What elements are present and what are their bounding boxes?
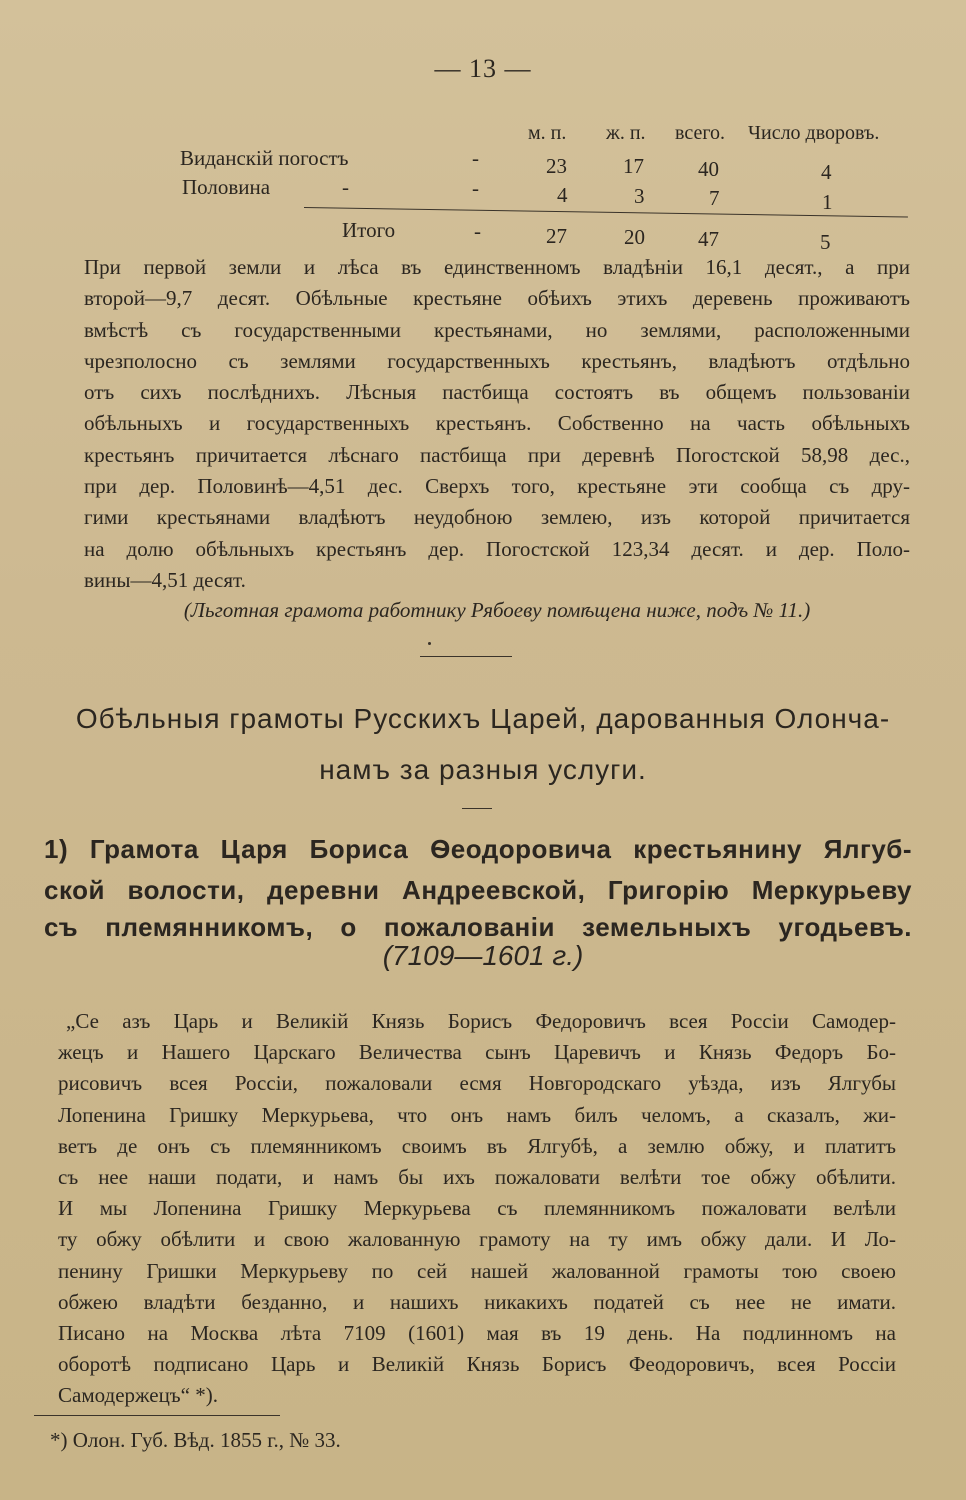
text-line: пенину Гришки Меркурьеву по сей нашей жалованной грамоты тою своею: [58, 1258, 896, 1283]
text-line: оборотѣ подписано Царь и Великій Князь Борисъ Феодоровичъ, всея Россіи: [58, 1352, 896, 1377]
charter-text: [58, 1006, 896, 1412]
text-line: крестьянъ причитается лѣснаго пастбища при деревнѣ Погостской 58,98 дес.,: [84, 442, 910, 467]
page-number: — 13 —: [434, 54, 532, 83]
text-line: обжею владѣти безданно, и нашихъ никакихъ податей съ нее не имати.: [58, 1289, 896, 1314]
text-line: съ нее наши подати, и намъ бы ихъ пожаловати велѣти тое обжу обѣлити.: [58, 1165, 896, 1190]
section-title-line: намъ за разныя услуги.: [319, 754, 647, 785]
table-cell-total: 7: [709, 186, 720, 210]
dot-mark: [428, 642, 431, 645]
table-cell-total: 40: [698, 157, 719, 181]
table-cell-female: 17: [623, 154, 644, 178]
text-line: Самодержецъ“ *).: [58, 1383, 218, 1408]
table-row-dash: -: [342, 175, 349, 199]
charter-title-line: 1) Грамота Царя Бориса Ѳеодоровича крестьянину Ялгуб-: [44, 834, 912, 864]
col-header-total: всего.: [675, 122, 726, 144]
charter-title-line: ской волости, деревни Андреевской, Григорію Меркурьеву: [44, 875, 912, 905]
section-title-line: Обѣльныя грамоты Русскихъ Царей, дарованныя Олонча-: [75, 703, 891, 734]
table-row-dash: -: [472, 176, 479, 200]
text-line: „Се азъ Царь и Великій Князь Борисъ Федоровичъ всея Россіи Самодер-: [66, 1009, 896, 1033]
table-total-yards: 5: [820, 230, 831, 254]
text-line: Лопенина Гришку Меркурьева, что онъ намъ билъ челомъ, а сказалъ, жи-: [58, 1102, 896, 1127]
text-line: обѣльныхъ и государственныхъ крестьянъ. Собственно на часть обѣльныхъ: [84, 411, 910, 436]
title-divider: [462, 808, 492, 809]
text-line: чрезполосно съ землями государственныхъ крестьянъ, владѣютъ отдѣльно: [84, 348, 910, 373]
text-line: ту обжу обѣлити и свою жалованную грамоту на ту имъ обжу дали. И Ло-: [58, 1227, 896, 1252]
table-total-dash: -: [474, 219, 481, 243]
table-total-label: Итого: [342, 218, 396, 242]
table-total-female: 20: [624, 225, 645, 249]
table-total-rule: [304, 207, 908, 217]
text-line: отъ сихъ послѣднихъ. Лѣсныя пастбища состоятъ въ общемъ пользованіи: [84, 380, 910, 405]
table-row-name: Половина: [182, 175, 271, 199]
italic-note: (Льготная грамота работнику Рябоеву помѣщена ниже, подъ № 11.): [183, 598, 811, 622]
section-divider: [420, 656, 512, 657]
text-line: второй—9,7 десят. Обѣльные крестьяне обѣихъ этихъ деревень проживаютъ: [84, 286, 910, 311]
text-line: При первой земли и лѣса въ единственномъ владѣніи 16,1 десят., а при: [84, 255, 910, 279]
table-total-male: 27: [546, 224, 567, 248]
text-line: при дер. Половинѣ—4,51 дес. Сверхъ того, крестьяне эти сообща съ дру-: [84, 474, 910, 499]
text-line: И мы Лопенина Гришку Меркурьева съ племянникомъ пожаловати велѣли: [58, 1196, 896, 1221]
text-line: Писано на Москва лѣта 7109 (1601) мая въ 19 день. На подлинномъ на: [58, 1321, 896, 1346]
table-cell-male: 23: [546, 154, 567, 178]
table-cell-female: 3: [634, 184, 645, 208]
table-row-name: Виданскій погостъ: [180, 146, 349, 170]
charter-date: (7109—1601 г.): [382, 940, 584, 971]
table-total-total: 47: [698, 227, 719, 251]
col-header-yards: Число дворовъ.: [748, 122, 880, 144]
table-cell-yards: 4: [821, 160, 832, 184]
col-header-male: м. п.: [528, 122, 567, 144]
charter-title-line: съ племянникомъ, о пожалованіи земельныхъ угодьевъ.: [44, 912, 912, 942]
text-line: вмѣстѣ съ государственными крестьянами, но землями, расположенными: [84, 317, 910, 342]
text-line: рисовичъ всея Россіи, пожаловали есмя Новгородскаго уѣзда, изъ Ялгубы: [58, 1071, 896, 1096]
text-line: вины—4,51 десят.: [84, 567, 246, 592]
table-cell-yards: 1: [822, 190, 833, 214]
text-line: на долю обѣльныхъ крестьянъ дер. Погостской 123,34 десят. и дер. Поло-: [84, 536, 910, 561]
table-row-dash: -: [472, 146, 479, 170]
footnote: *) Олон. Губ. Вѣд. 1855 г., № 33.: [50, 1428, 341, 1452]
footnote-rule: [34, 1415, 280, 1416]
land-paragraph: [84, 252, 910, 596]
text-line: ветъ де онъ съ племянникомъ своимъ въ Ялгубѣ, а землю обжу, и платитъ: [58, 1133, 896, 1158]
table-cell-male: 4: [557, 183, 568, 207]
text-line: жецъ и Нашего Царскаго Величества сынъ Царевичъ и Князь Федоръ Бо-: [58, 1040, 896, 1065]
text-line: гими крестьянами владѣютъ неудобною землею, изъ которой причитается: [84, 505, 910, 530]
col-header-female: ж. п.: [606, 122, 646, 144]
